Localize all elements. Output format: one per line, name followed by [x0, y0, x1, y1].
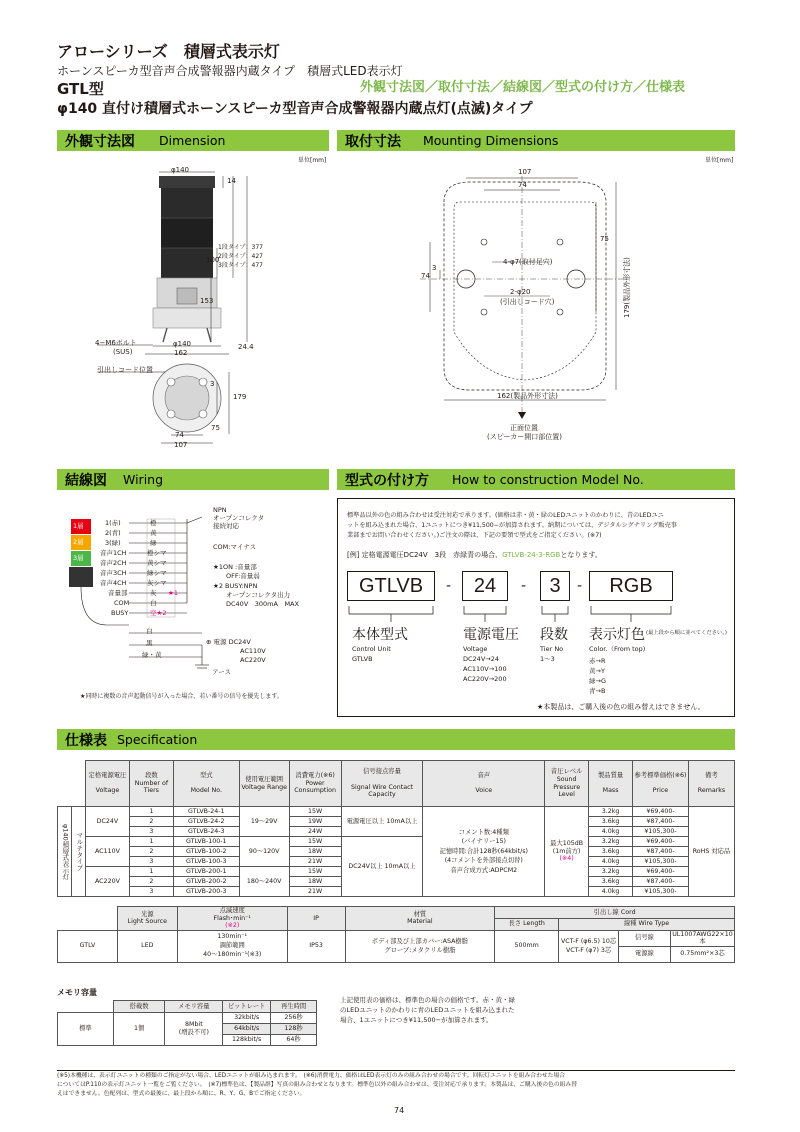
dim-phi140-bottom: φ140 [173, 340, 191, 348]
mount-75: 75 [600, 235, 609, 243]
model-col2-jp: 電源電圧 [463, 627, 519, 643]
footnote-2: についてはP.110の表示灯ユニット一覧をご覧ください。 (※7)標準色は、【製品群】写真の組み合わせとなります。標準色以外の組み合わせは、受注対応で承ります。本製品は、ご購入後の色の組み替 [57, 1082, 578, 1088]
footnote-3: えはできません。色配列は、型式の最後に、最上段から順に、R、Y、G、Bでご指定ください。 [57, 1091, 306, 1097]
wiring-com: COM:マイナス [213, 543, 257, 551]
price-note-2: のLEDユニットのかわりに青のLEDユニットを組み込まれた [340, 1006, 515, 1014]
mount-162: 162(製品外形寸法) [497, 392, 558, 400]
dim-162: 162 [174, 349, 188, 357]
mount-74: 74 [518, 181, 527, 189]
wiring-off1: OFF:音量弱 [226, 572, 260, 580]
dim-179: 179 [233, 393, 247, 401]
wiring-busy: ★2 BUSY:NPN [213, 582, 258, 590]
wiring-tier3: 3層 [73, 554, 84, 562]
page-title: φ140 直付け積層式ホーンスピーカ型音声合成警報器内蔵点灯(点滅)タイプ [57, 101, 533, 117]
spec-table-2: 光源 Light Source 点滅速度 Flash･min⁻¹ (※2) IP 材質 Material 引出し線 Cord 長さ Length 線種 Wire Type GTLV LED 130min⁻¹ 調節範囲 40〜180min⁻¹(※3) IP53 ボディ部及び上部カバー:ASA樹脂 グローブ:メタクリル樹脂 500mm VCT-F (φ6.5) 10芯 VCT-F (φ7) 3芯 信号線 UL1007AWG22×10本 電源線 0.75mm²×3芯 [57, 906, 735, 963]
model-col4-v4: 青→B [589, 687, 606, 695]
model-col3-v: 1〜3 [540, 655, 555, 663]
model-col4-jp2: (最上段から順に並べてください。) [646, 630, 727, 636]
model-col2-v2: AC110V→100 [463, 665, 507, 673]
model-dash-3: - [577, 578, 583, 594]
model-dash-1: - [446, 578, 452, 594]
model-box-color: RGB [589, 571, 673, 601]
model-example: [例] 定格電源電圧DC24V 3段 赤緑青の場合、GTLVB-24-3-RGBとなります。 [347, 551, 602, 559]
footnote-1: (※5)本機種は、表示灯ユニットの種類のご指定がない場合、LEDユニットが組み込まれます。 (※6)消費電力、価格はLED表示灯のみの組み合わせの場合です。回転灯ユニットを組み合わせた場合 [57, 1073, 566, 1079]
mount-74v: 74 [421, 272, 430, 280]
dimension-unit: 単位[mm] [298, 157, 327, 164]
spec-side-label2: マルチタイプ [71, 807, 85, 897]
series-subtitle: ホーンスピーカ型音声合成警報器内蔵タイプ 積層式LED表示灯 [57, 64, 403, 78]
wiring-npn2: オープンコレクタ [213, 514, 265, 522]
model-note: ★本製品は、ご購入後の色の組み替えはできません。 [537, 703, 705, 711]
series-title: アローシリーズ 積層式表示灯 [57, 42, 280, 61]
model-col4-en: Color.（From top) [589, 645, 646, 653]
model-intro-2: ットを組み込まれた場合、1ユニットにつき¥11,500−が加算されます。納期については、デジタルシグナリング販売事 [347, 522, 677, 529]
dimension-drawing [57, 160, 337, 460]
wiring-npn: NPN [213, 506, 227, 514]
page-number: 74 [394, 1106, 405, 1115]
mount-179: 179(製品外形寸法) [623, 257, 631, 318]
model-col3-jp: 段数 [540, 627, 568, 643]
model-col4-v2: 黄→Y [589, 667, 605, 675]
dim-3: 3 [210, 380, 215, 388]
wiring-ac220: AC220V [240, 656, 266, 664]
price-note-1: 上記使用表の価格は、標準色の場合の価格です。赤・黄・緑 [340, 996, 515, 1004]
memory-table: 搭載数 メモリ容量 ビットレート 再生時間 標準 1個 8Mbit (増設不可) 32kbit/s 256秒 64kbit/s 128秒 128kbit/s 64秒 [57, 1000, 317, 1046]
model-col4-v3: 緑→G [589, 677, 606, 685]
wiring-earth: アース [212, 668, 231, 676]
type-label: GTL型 [57, 80, 104, 98]
wiring-busy2: オープンコレクタ出力 [226, 591, 291, 599]
model-header: 型式の付け方 How to construction Model No. [337, 469, 735, 490]
dim-tier3: 3段タイプ：477 [218, 262, 263, 269]
wiring-tier2: 2層 [73, 538, 84, 546]
model-box-voltage: 24 [462, 571, 508, 601]
model-intro-3: 業部までお問い合わせください。)ご注文の際は、下記の要領で型式をご指定ください。(※7) [347, 532, 602, 539]
wiring-note: ★同時に複数の音声起動信号が入った場合、若い番号の信号を優先します。 [80, 693, 283, 700]
model-box-unit: GTLVB [347, 571, 435, 601]
spec-table: 定格電源電圧 Voltage 段数 Number of Tiers 型式 Model No. 使用電圧範囲 Voltage Range 消費電力(※6) Power Consumption 信号接点容量 Signal Wire Contact Capacity 音声 Voice 音圧レベル Sound Pressure Level 製品質量 Mass 参考標準価格(※6) Price 備考 Remarks φ140積層式表示灯 マルチタイプ DC24V 1 GTLVB-24-1 19〜29V 15W 電源電圧以上 10mA以上 コメント数:4種類 (バイナリー15) 記憶時間:合計128秒(64kbit/s) (4コメントを外部接点切替) 音声合成方式:ADPCM2 最大105dB (1m前方) (※4) 3.2kg ¥69,400- RoHS 対応品 2 GTLVB-24-2 19W 3.6kg ¥87,400- 3 GTLVB-24-3 24W 4.0kg ¥105,300- AC110V 1 GTLVB-100-1 90〜120V 15W DC24V以上 10mA以上 3.2kg ¥69,400- 2 GTLVB-100-2 18W 3.6kg ¥87,400- 3 GTLVB-100-3 21W 4.0kg ¥105,300- AC220V 1 GTLVB-200-1 180〜240V 15W 3.2kg ¥69,400- 2 GTLVB-200-2 18W 3.6kg ¥87,400- 3 GTLVB-200-3 21W 4.0kg ¥105,300- [57, 760, 735, 897]
model-col2-en: Voltage [463, 645, 488, 653]
model-col4-v1: 赤→R [589, 657, 606, 665]
model-box-tier: 3 [540, 571, 570, 601]
dim-100: 100 [206, 256, 220, 264]
wiring-diagram [57, 505, 337, 685]
nav-links: 外観寸法図／取付寸法／結線図／型式の付け方／仕様表 [360, 80, 686, 95]
model-col2-v1: DC24V→24 [463, 655, 499, 663]
spec-header: 仕様表 Specification [57, 729, 735, 750]
wiring-white: 白 [146, 627, 153, 635]
dim-phi140-top: φ140 [171, 166, 189, 174]
mount-hole2b: (引出しコード穴) [500, 298, 555, 306]
dimension-header: 外観寸法図 Dimension [57, 130, 329, 151]
mount-front1: 正面位置 [510, 424, 538, 432]
wiring-on1: ★1ON :音量部 [213, 563, 257, 571]
model-dash-2: - [521, 578, 527, 594]
model-intro-1: 標準品以外の色の組み合わせは受注対応で承ります。(価格は赤・黄・緑のLEDユニットのかわりに、青のLEDユニ [347, 512, 664, 519]
model-col1-jp: 本体型式 [352, 627, 408, 643]
model-col1-en: Control Unit [352, 645, 391, 653]
memory-title: メモリ容量 [57, 988, 97, 997]
wiring-npn3: 接続対応 [213, 522, 239, 530]
wiring-black: 黒 [146, 639, 153, 647]
dim-24-4: 24.4 [238, 343, 254, 351]
price-note-3: 場合、1ユニットにつき¥11,500−が加算されます。 [340, 1016, 493, 1024]
model-col2-v3: AC220V→200 [463, 675, 507, 683]
mount-107: 107 [518, 168, 532, 176]
mounting-header: 取付寸法 Mounting Dimensions [337, 130, 735, 151]
dim-tier2: 2段タイプ：427 [218, 253, 263, 260]
spec-side-label: φ140積層式表示灯 [58, 807, 72, 897]
model-col4-jp: 表示灯色 [589, 627, 645, 643]
mounting-unit: 単位[mm] [705, 157, 734, 164]
dim-153: 153 [200, 297, 214, 305]
dim-74: 74 [175, 431, 184, 439]
wiring-header: 結線図 Wiring [57, 469, 329, 490]
mount-hole1: 4-φ7(取付足穴) [503, 258, 553, 266]
wiring-ac110: AC110V [240, 647, 266, 655]
dim-75: 75 [211, 424, 220, 432]
model-col1-v: GTLVB [352, 655, 373, 663]
wiring-tier1: 1層 [73, 522, 84, 530]
wiring-greenyellow: 緑・黄 [142, 651, 162, 659]
mount-3: 3 [432, 264, 437, 272]
dim-sus: (SUS) [113, 348, 133, 356]
dim-107: 107 [174, 441, 188, 449]
footnote-rule [57, 1070, 735, 1071]
mount-front2: (スピーカー開口部位置) [487, 433, 563, 441]
dim-tier1: 1段タイプ：377 [218, 244, 263, 251]
model-col3-en: Tier No [540, 645, 564, 653]
model-brackets [347, 604, 677, 624]
dim-14: 14 [227, 177, 236, 185]
mount-hole2a: 2-φ20 [510, 288, 531, 296]
wiring-power: ⊕ 電源 DC24V [206, 638, 251, 646]
dim-cord-pos: 引出しコード位置 [97, 366, 153, 374]
wiring-busy3: DC40V 300mA MAX [226, 600, 299, 608]
dim-bolt: 4−M6ボルト [95, 339, 137, 347]
